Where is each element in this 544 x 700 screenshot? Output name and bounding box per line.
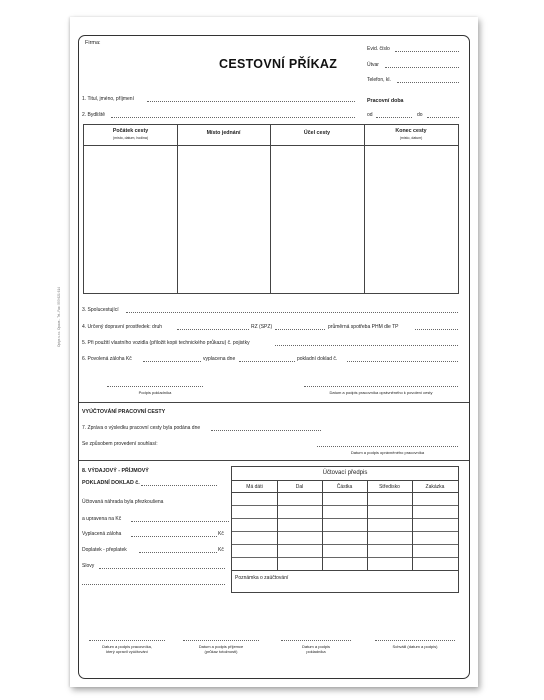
section-divider-1 — [79, 402, 469, 403]
col-start-title: Počátek cesty — [112, 128, 149, 134]
recipient-caption-2: (průkaz totožnosti) — [204, 649, 238, 654]
cashier-signature-line[interactable] — [107, 386, 203, 387]
cash-doc-no-label: POKLADNÍ DOKLAD č. — [82, 480, 140, 486]
form-title: CESTOVNÍ PŘÍKAZ — [219, 57, 338, 71]
address-label: 2. Bydliště — [82, 112, 106, 118]
unit-label: Útvar — [367, 62, 379, 68]
paid-date-label: vyplacena dne — [203, 356, 236, 362]
travel-table — [83, 124, 459, 294]
cashier-signature-caption: Podpis pokladníka — [138, 390, 172, 395]
unit-line[interactable] — [385, 67, 459, 68]
col-meeting-title: Místo jednání — [206, 130, 241, 136]
cash-doc-label: pokladní doklad č. — [297, 356, 338, 362]
col-end-sub: (místo, datum) — [399, 136, 423, 140]
plate-label: RZ (SPZ) — [251, 324, 273, 330]
paid-advance-currency: Kč — [218, 531, 224, 537]
paid-advance-label: Vyplacená záloha — [82, 531, 122, 537]
cell-start[interactable] — [84, 146, 177, 292]
approval-label: Se způsobem provedení souhlasí: — [82, 441, 158, 447]
authorizer-signature-line[interactable] — [304, 386, 458, 387]
col-purpose-title: Účel cesty — [303, 130, 331, 136]
difference-line[interactable] — [139, 552, 217, 553]
own-vehicle-label: 5. Při použití vlastního vozidla (přiložit kopii technického průkazu) č. pojistky — [82, 340, 250, 346]
words-line-1[interactable] — [99, 568, 225, 569]
plate-line[interactable] — [275, 329, 325, 330]
companions-line[interactable] — [126, 312, 458, 313]
from-label: od — [367, 112, 373, 118]
acct-col-amount: Částka — [336, 484, 353, 490]
cell-end[interactable] — [365, 146, 458, 292]
difference-currency: Kč — [218, 547, 224, 553]
adjuster-signature-line[interactable] — [89, 640, 165, 641]
settlement-title: VYÚČTOVÁNÍ PRACOVNÍ CESTY — [82, 409, 166, 415]
approved-caption: Schválil (datum a podpis) — [392, 644, 438, 649]
from-line[interactable] — [376, 117, 412, 118]
adjusted-line[interactable] — [131, 521, 229, 522]
form-frame — [78, 35, 470, 679]
approved-signature-line[interactable] — [375, 640, 455, 641]
report-label: 7. Zpráva o výsledku pracovní cesty byla podána dne — [82, 425, 201, 431]
col-start-sub: (místo, datum, hodina) — [112, 136, 148, 140]
acct-col-center: Středisko — [379, 484, 400, 490]
verified-label: Účtovaná náhrada byla přezkoušena — [82, 499, 164, 505]
cell-meeting[interactable] — [178, 146, 270, 292]
paid-advance-line[interactable] — [131, 536, 217, 537]
accounting-title: Účtovací předpis — [322, 470, 368, 476]
report-date-line[interactable] — [211, 430, 321, 431]
section-divider-2 — [79, 460, 469, 461]
phone-label: Telefon, kl. — [367, 77, 391, 83]
approver-signature-line[interactable] — [317, 446, 458, 447]
transport-label: 4. Určený dopravní prostředek: druh — [82, 324, 163, 330]
acct-col-credit: Dal — [295, 484, 304, 490]
approver-signature-caption: Datum a podpis oprávněného pracovníka — [350, 450, 425, 455]
transport-type-line[interactable] — [177, 329, 249, 330]
advance-label: 6. Povolená záloha Kč — [82, 356, 132, 362]
address-line[interactable] — [111, 117, 355, 118]
words-label: Slovy — [82, 563, 95, 569]
name-line[interactable] — [147, 101, 355, 102]
cell-purpose[interactable] — [271, 146, 364, 292]
adjusted-label: a upravena na Kč — [82, 516, 122, 522]
advance-amount-line[interactable] — [143, 361, 201, 362]
cashier-final-signature-line[interactable] — [281, 640, 351, 641]
acct-col-order: Zakázka — [425, 484, 445, 490]
accounting-note-field[interactable] — [294, 571, 458, 591]
recipient-signature-line[interactable] — [183, 640, 259, 641]
insurance-line[interactable] — [275, 345, 458, 346]
accounting-entry-area[interactable] — [232, 493, 458, 570]
cashier-final-caption-1: Datum a podpis — [301, 644, 330, 649]
name-label: 1. Titul, jméno, příjmení — [82, 96, 134, 102]
printer-imprint: Optys s.r.o. Opava - Tel.-Fax: 553 621 614 — [57, 286, 61, 347]
difference-label: Doplatek - přeplatek — [82, 547, 127, 553]
accounting-table — [231, 466, 459, 593]
cash-doc-line[interactable] — [347, 361, 458, 362]
col-end-title: Konec cesty — [395, 128, 427, 134]
expense-title: 8. VÝDAJOVÝ - PŘÍJMOVÝ — [82, 468, 149, 474]
firm-label: Firma: — [85, 40, 101, 46]
to-label: do — [417, 112, 423, 118]
recipient-caption-1: Datum a podpis příjemce — [198, 644, 244, 649]
acct-col-debit: Má dáti — [246, 484, 263, 490]
form-sheet — [57, 17, 478, 687]
evid-number-label: Evid. číslo — [367, 46, 390, 52]
to-line[interactable] — [427, 117, 459, 118]
cashier-final-caption-2: pokladníka — [306, 649, 326, 654]
cash-doc-no-line[interactable] — [141, 485, 217, 486]
words-line-2[interactable] — [82, 584, 225, 585]
fuel-label: průměrná spotřeba PHM dle TP — [328, 324, 399, 330]
phone-line[interactable] — [397, 82, 459, 83]
workday-label: Pracovní doba — [367, 98, 404, 104]
companions-label: 3. Spolucestující — [82, 307, 119, 313]
paid-date-line[interactable] — [239, 361, 295, 362]
accounting-note-label: Poznámka o zaúčtování — [235, 575, 289, 581]
adjuster-caption-2: který upravil vyúčtování — [106, 649, 148, 654]
adjuster-caption-1: Datum a podpis pracovníka, — [102, 644, 152, 649]
authorizer-signature-caption: Datum a podpis pracovníka oprávněného k povolení cesty — [329, 390, 433, 395]
evid-number-line[interactable] — [395, 51, 459, 52]
fuel-line[interactable] — [415, 329, 458, 330]
